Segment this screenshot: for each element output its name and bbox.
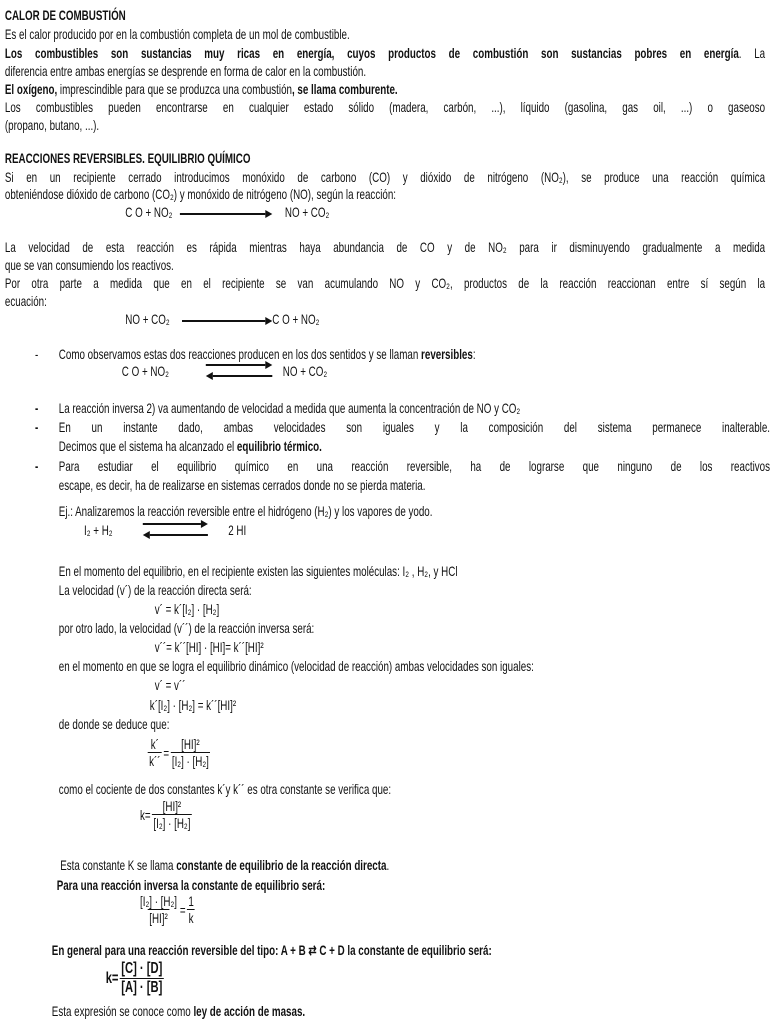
paragraph-line — [57, 876, 326, 894]
equation: v´ = k´[I₂] · [H₂] — [154, 601, 220, 617]
paragraph-line — [52, 1002, 305, 1020]
bullet-dash — [35, 399, 38, 417]
equilibrium-arrows-icon — [143, 520, 208, 540]
paragraph-line: La velocidad (v´) de la reacción directa será: — [58, 582, 252, 598]
bold-text: reversibles — [421, 346, 473, 362]
heading-text: REACCIONES REVERSIBLES. EQUILIBRIO QUÍMICO — [4, 150, 251, 166]
bold-text: constante de equilibrio de la reacción directa — [176, 857, 387, 873]
reaction-products: C O + NO₂ — [272, 311, 320, 327]
paragraph-line: ecuación: — [4, 293, 47, 309]
fraction — [152, 798, 192, 831]
bullet-text: La reacción inversa 2) va aumentando de velocidad a medida que aumenta la concentración de NO y CO₂ — [58, 400, 521, 416]
heading-text: CALOR DE COMBUSTIÓN — [4, 7, 126, 23]
bullet-dash — [35, 457, 38, 475]
heading-calor-de-combustion — [5, 6, 126, 24]
denominator: [I₂] · [H₂] — [171, 753, 209, 769]
text: imprescindible para que se produzca una combustión — [57, 81, 292, 97]
bold-text: En general para una reacción reversible del tipo: A + B ⇄ C + D la constante de equilibrio será: — [51, 942, 492, 958]
paragraph-line: de donde se deduce que: — [58, 716, 170, 732]
bullet-text: escape, es decir, ha de realizarse en sistemas cerrados donde no se pierda materia. — [58, 477, 426, 493]
fraction — [139, 893, 179, 926]
text: . La — [738, 45, 766, 61]
forward-arrow-icon — [182, 317, 272, 325]
paragraph-line: Por otra parte a medida que en el recipiente se van acumulando NO y CO₂, productos de la reacción reaccionan entre sí según la — [4, 275, 766, 291]
fraction — [170, 736, 210, 769]
denominator: k´´ — [149, 753, 161, 769]
fraction-equation — [148, 736, 211, 769]
denominator: k — [188, 910, 194, 926]
equals-sign: = — [179, 901, 186, 918]
reaction-products: NO + CO₂ — [282, 363, 328, 379]
paragraph-line: por otro lado, la velocidad (v´´) de la reacción inversa será: — [58, 620, 315, 636]
denominator: [A] · [B] — [121, 979, 163, 996]
reaction-reactants: NO + CO₂ — [125, 311, 170, 327]
numerator: [I₂] · [H₂] — [140, 893, 178, 909]
text: . — [386, 857, 390, 873]
paragraph-line: Es el calor producido por en la combustión completa de un mol de combustible. — [4, 26, 350, 42]
paragraph-line — [5, 44, 765, 62]
text: : — [472, 346, 476, 362]
dash-text: - — [35, 458, 39, 474]
text: Esta expresión se conoce como — [51, 1003, 194, 1019]
paragraph-line: que se van consumiendo los reactivos. — [4, 257, 174, 273]
paragraph-line: (propano, butano, ...). — [4, 117, 100, 133]
paragraph-line: En el momento del equilibrio, en el recipiente existen las siguientes moléculas: I₂ , H₂, y HCl — [58, 563, 458, 579]
bullet-text: Para estudiar el equilibrio químico en una reacción reversible, ha de lograrse que ninguno de los reactivos — [58, 458, 771, 474]
paragraph-line: La velocidad de esta reacción es rápida mientras haya abundancia de CO y de NO₂ para ir disminuyendo gradualmente a medida — [4, 239, 766, 255]
paragraph-line: Los combustibles pueden encontrarse en cualquier estado sólido (madera, carbón, ...), líquido (gasolina, gas oil, ...) o gaseoso — [4, 99, 766, 115]
bold-text: , se llama comburente. — [291, 81, 398, 97]
fraction-equation — [140, 798, 192, 831]
example-line: Ej.: Analizaremos la reacción reversible entre el hidrógeno (H₂) y los vapores de yodo. — [58, 503, 433, 519]
equilibrium-arrows-icon — [206, 361, 272, 381]
bold-text: Para una reacción inversa la constante de equilibrio será: — [56, 877, 326, 893]
fraction — [148, 736, 162, 769]
denominator: [HI]² — [149, 910, 168, 926]
lhs: k= — [140, 806, 151, 823]
paragraph-line — [52, 941, 492, 959]
equation: v´ = v´´ — [154, 677, 186, 693]
bullet-dash — [35, 418, 38, 436]
fraction-equation — [139, 893, 196, 926]
paragraph-line: obteniéndose dióxido de carbono (CO₂) y monóxido de nitrógeno (NO), según la reacción: — [4, 186, 397, 202]
heading-reacciones-reversibles — [5, 149, 251, 167]
denominator: [I₂] · [H₂] — [153, 815, 191, 831]
bold-text: Los combustibles son sustancias muy ricas en energía, cuyos productos de combustión son sustancias pobres en energía — [4, 45, 739, 61]
bullet-text: En un instante dado, ambas velocidades son iguales y la composición del sistema permanece inalterable. — [58, 419, 771, 435]
bullet-text — [59, 437, 322, 455]
bold-text: ley de acción de masas. — [193, 1003, 306, 1019]
equation: v´´= k´´[HI] · [HI]= k´´[HI]² — [154, 639, 264, 655]
reaction-products: 2 HI — [228, 522, 247, 538]
mass-action-law-equation — [106, 960, 164, 997]
numerator: [HI]² — [181, 736, 200, 752]
bold-text: equilibrio térmico. — [236, 438, 322, 454]
paragraph-line: Si en un recipiente cerrado introducimos monóxido de carbono (CO) y dióxido de nitrógeno (NO₂), se produce una reacción química — [4, 169, 766, 185]
numerator: 1 — [188, 893, 194, 909]
lhs: k= — [105, 969, 119, 987]
numerator: k´ — [150, 736, 159, 752]
paragraph-line — [60, 856, 389, 874]
paragraph-line: en el momento en que se logra el equilibrio dinámico (velocidad de reacción) ambas velocidades son iguales: — [58, 658, 534, 674]
text: Como observamos estas dos reacciones producen en los dos sentidos y se llaman — [58, 346, 422, 362]
reaction-reactants: I₂ + H₂ — [84, 522, 113, 538]
text: Esta constante K se llama — [60, 857, 177, 873]
reaction-reactants: C O + NO₂ — [125, 204, 173, 220]
fraction — [120, 960, 164, 997]
bold-text: El oxígeno, — [4, 81, 58, 97]
dash-text: - — [35, 419, 39, 435]
numerator: [C] · [D] — [121, 960, 163, 977]
fraction — [187, 893, 195, 926]
paragraph-line: diferencia entre ambas energías se desprende en forma de calor en la combustión. — [4, 63, 367, 79]
equation: k´[I₂] · [H₂] = k´´[HI]² — [149, 697, 237, 713]
paragraph-line — [5, 80, 398, 98]
numerator: [HI]² — [162, 798, 182, 814]
dash-text: - — [35, 400, 39, 416]
forward-arrow-icon — [180, 210, 272, 218]
equals-sign: = — [163, 744, 170, 761]
text: Decimos que el sistema ha alcanzado el — [58, 438, 237, 454]
reaction-products: NO + CO₂ — [284, 204, 330, 220]
paragraph-line: como el cociente de dos constantes k´y k´´ es otra constante se verifica que: — [58, 781, 392, 797]
reaction-reactants: C O + NO₂ — [121, 363, 169, 379]
bullet-dash: - — [35, 346, 39, 362]
